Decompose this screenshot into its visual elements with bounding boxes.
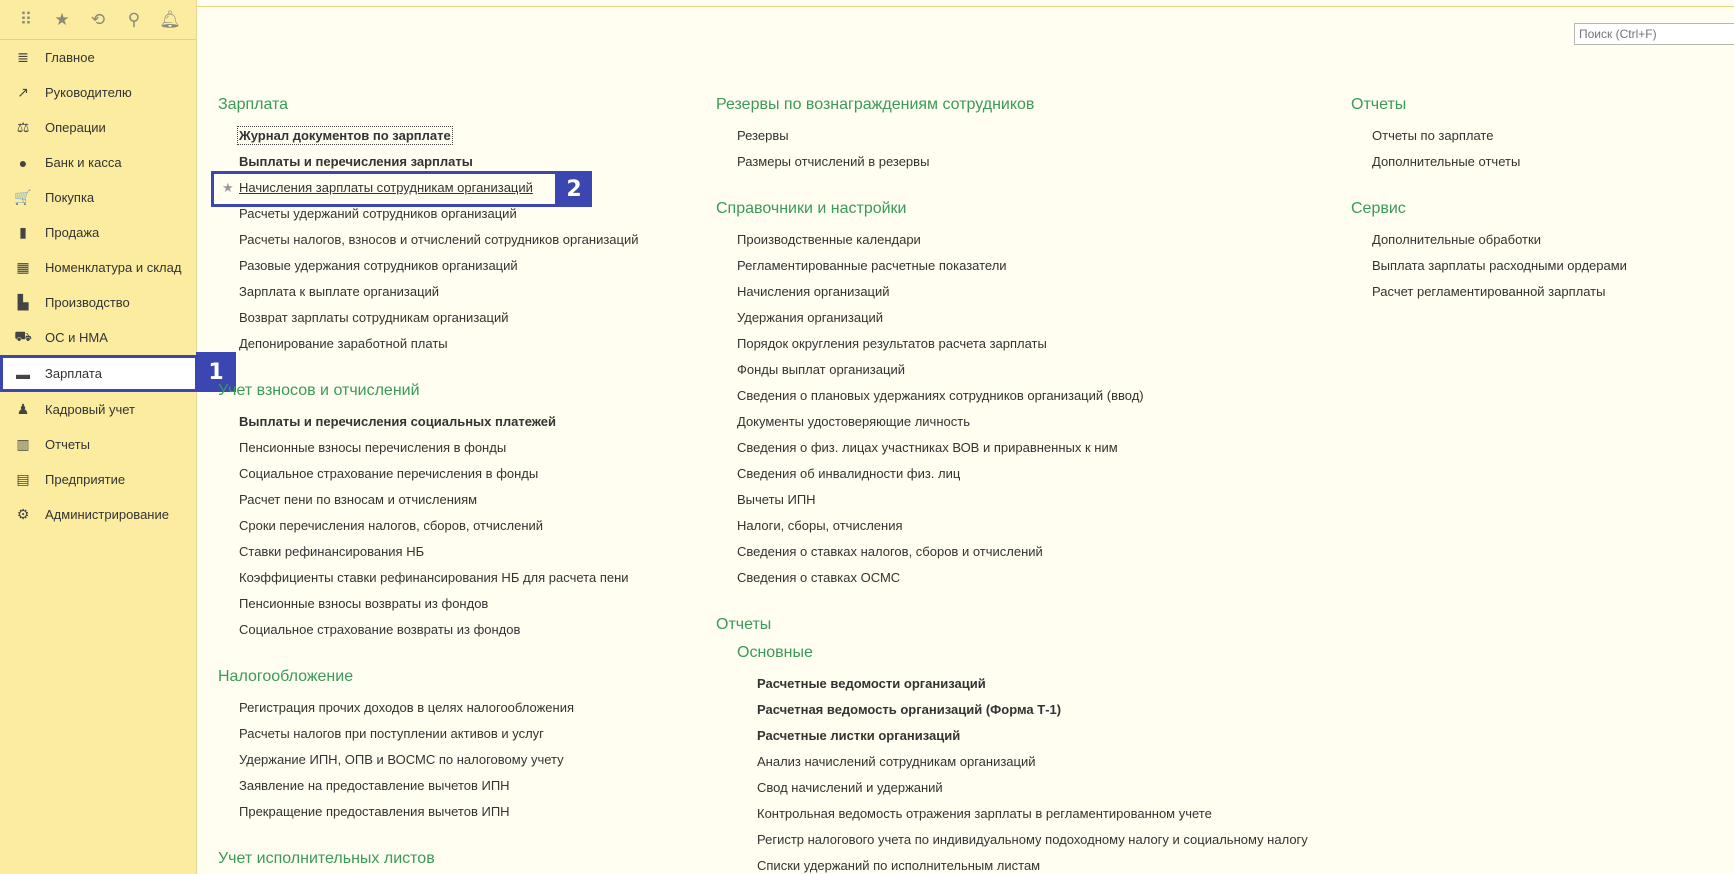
link-other-income[interactable]: Регистрация прочих доходов в целях налогообложения — [239, 700, 574, 715]
link-org-deductions[interactable]: Удержания организаций — [737, 310, 884, 325]
link-org-accruals[interactable]: Начисления организаций — [737, 284, 890, 299]
grid-icon: ▦ — [16, 259, 30, 275]
sidebar-item-label: Операции — [45, 120, 106, 135]
link-accruals-analysis[interactable]: Анализ начислений сотрудникам организаций — [757, 754, 1036, 769]
sidebar-toolbar — [0, 0, 196, 40]
link-additional-processing[interactable]: Дополнительные обработки — [1372, 232, 1541, 247]
link-taxes-calc[interactable]: Расчеты налогов, взносов и отчислений сотрудников организаций — [239, 232, 639, 247]
sidebar-item-label: Покупка — [45, 190, 95, 205]
sidebar-item-label: Производство — [45, 295, 130, 310]
link-pension-returns[interactable]: Пенсионные взносы возвраты из фондов — [239, 596, 489, 611]
link-refinancing-coefficients[interactable]: Коэффициенты ставки рефинансирования НБ для расчета пени — [239, 570, 629, 585]
coin-icon: ● — [18, 154, 28, 171]
link-social-transfers[interactable]: Социальное страхование перечисления в фонды — [239, 466, 539, 481]
sidebar-item-assets[interactable] — [0, 320, 196, 355]
sidebar-item-label: Администрирование — [45, 507, 169, 522]
link-accruals-summary[interactable]: Свод начислений и удержаний — [757, 780, 943, 795]
sidebar-item-salary[interactable] — [0, 355, 198, 392]
sidebar-item-label: Кадровый учет — [45, 402, 135, 417]
link-asset-taxes[interactable]: Расчеты налогов при поступлении активов и услуг — [239, 726, 544, 741]
sidebar-item-label: Главное — [45, 50, 95, 65]
link-ipn-withholding[interactable]: Удержание ИПН, ОПВ и ВОСМС по налоговому учету — [239, 752, 564, 767]
section-title-salary[interactable]: Зарплата — [218, 96, 289, 113]
link-regulated-indicators[interactable]: Регламентированные расчетные показатели — [737, 258, 1007, 273]
section-title-reports-col2[interactable]: Отчеты — [716, 616, 772, 633]
link-regulated-salary-calc[interactable]: Расчет регламентированной зарплаты — [1372, 284, 1606, 299]
header-divider — [196, 6, 1734, 7]
link-disability-info[interactable]: Сведения об инвалидности физ. лиц — [737, 466, 961, 481]
link-ipn-deduction-stop[interactable]: Прекращение предоставления вычетов ИПН — [239, 804, 510, 819]
sidebar-item-bank[interactable] — [0, 145, 196, 180]
sidebar-nav — [0, 40, 196, 532]
link-reserves[interactable]: Резервы — [737, 128, 789, 143]
wallet-icon: ▬ — [16, 365, 30, 382]
subsection-title-main[interactable]: Основные — [737, 644, 813, 661]
link-deposit-salary[interactable]: Депонирование заработной платы — [239, 336, 448, 351]
sidebar-item-label: Зарплата — [45, 366, 102, 381]
bell-icon[interactable]: 🔔︎ — [159, 9, 181, 29]
sidebar-item-purchase[interactable] — [0, 180, 196, 215]
link-reserve-rates[interactable]: Размеры отчислений в резервы — [737, 154, 930, 169]
sidebar-item-stock[interactable] — [0, 250, 196, 285]
sidebar-item-label: Предприятие — [45, 472, 126, 487]
link-rounding-order[interactable]: Порядок округления результатов расчета зарплаты — [737, 336, 1047, 351]
trend-icon: ↗ — [17, 84, 29, 100]
sidebar-item-label: ОС и НМА — [45, 330, 108, 345]
gear-icon: ⚙ — [16, 506, 30, 522]
link-salary-to-pay[interactable]: Зарплата к выплате организаций — [239, 284, 440, 299]
sidebar-item-production[interactable] — [0, 285, 196, 320]
history-icon[interactable]: ⟲ — [90, 9, 106, 29]
link-payslips[interactable]: Расчетные листки организаций — [757, 728, 961, 743]
building-icon: ▤ — [16, 471, 30, 487]
people-icon: ♟ — [16, 401, 30, 417]
sidebar-item-label: Банк и касса — [45, 155, 122, 170]
star-icon[interactable]: ★ — [54, 9, 70, 29]
bag-icon: ▮ — [19, 224, 27, 240]
sidebar-item-label: Номенклатура и склад — [45, 260, 182, 275]
link-transfer-terms[interactable]: Сроки перечисления налогов, сборов, отчислений — [239, 518, 544, 533]
link-tax-rates[interactable]: Сведения о ставках налогов, сборов и отчислений — [737, 544, 1043, 559]
sidebar — [0, 0, 197, 874]
sidebar-item-manager[interactable] — [0, 75, 196, 110]
link-penalty-calc[interactable]: Расчет пени по взносам и отчислениям — [239, 492, 478, 507]
link-refinancing-rates[interactable]: Ставки рефинансирования НБ — [239, 544, 425, 559]
link-control-sheet[interactable]: Контрольная ведомость отражения зарплаты в регламентированном учете — [757, 806, 1212, 821]
sidebar-item-sales[interactable] — [0, 215, 196, 250]
scales-icon: ⚖ — [16, 119, 30, 135]
sidebar-item-label: Отчеты — [45, 437, 90, 452]
apps-grid-icon[interactable]: ⠿ — [19, 9, 33, 29]
sidebar-item-admin[interactable] — [0, 497, 196, 532]
link-social-returns[interactable]: Социальное страхование возвраты из фондов — [239, 622, 521, 637]
link-salary-journal[interactable]: Журнал документов по зарплате — [239, 128, 451, 143]
link-additional-reports[interactable]: Дополнительные отчеты — [1372, 154, 1521, 169]
section-title-writs[interactable]: Учет исполнительных листов — [218, 850, 435, 867]
section-title-taxation[interactable]: Налогообложение — [218, 668, 354, 685]
link-taxes-fees[interactable]: Налоги, сборы, отчисления — [737, 518, 903, 533]
link-social-payments[interactable]: Выплаты и перечисления социальных платежей — [239, 414, 557, 429]
search-input[interactable] — [1574, 23, 1734, 45]
link-writ-deductions[interactable]: Списки удержаний по исполнительным листам — [757, 858, 1041, 873]
link-pension-transfers[interactable]: Пенсионные взносы перечисления в фонды — [239, 440, 507, 455]
link-planned-deductions[interactable]: Сведения о плановых удержаниях сотрудников организаций (ввод) — [737, 388, 1144, 403]
sidebar-item-operations[interactable] — [0, 110, 196, 145]
link-payroll-t1[interactable]: Расчетная ведомость организаций (Форма Т-1) — [757, 702, 1062, 717]
link-calendars[interactable]: Производственные календари — [737, 232, 921, 247]
sidebar-item-label: Продажа — [45, 225, 100, 240]
sidebar-item-hr[interactable] — [0, 392, 196, 427]
section-title-reserves[interactable]: Резервы по вознаграждениям сотрудников — [716, 96, 1035, 113]
list-icon: ≣ — [17, 49, 29, 65]
sidebar-item-label: Руководителю — [45, 85, 132, 100]
truck-icon: ⛟ — [14, 328, 32, 344]
sidebar-item-enterprise[interactable] — [0, 462, 196, 497]
sidebar-item-reports[interactable] — [0, 427, 196, 462]
sidebar-item-main[interactable] — [0, 40, 196, 75]
link-cash-orders-payment[interactable]: Выплата зарплаты расходными ордерами — [1372, 258, 1627, 273]
link-ipn-deduction-request[interactable]: Заявление на предоставление вычетов ИПН — [239, 778, 510, 793]
cart-icon: 🛒 — [14, 189, 32, 205]
section-title-settings[interactable]: Справочники и настройки — [716, 200, 907, 217]
link-salary-accruals[interactable]: Начисления зарплаты сотрудникам организаций — [239, 180, 533, 195]
link-ipn-deductions[interactable]: Вычеты ИПН — [737, 492, 816, 507]
bar-chart-icon: ▥ — [16, 436, 30, 452]
link-tax-register[interactable]: Регистр налогового учета по индивидуальному подоходному налогу и социальному налогу — [757, 832, 1308, 847]
link-payment-funds[interactable]: Фонды выплат организаций — [737, 362, 905, 377]
link-onetime-deductions[interactable]: Разовые удержания сотрудников организаций — [239, 258, 518, 273]
link-payroll-sheets[interactable]: Расчетные ведомости организаций — [757, 676, 986, 691]
link-osms-rates[interactable]: Сведения о ставках ОСМС — [737, 570, 901, 585]
marker-1: 1 — [196, 352, 236, 392]
link-salary-payments[interactable]: Выплаты и перечисления зарплаты — [239, 154, 473, 169]
section-title-contributions[interactable]: Учет взносов и отчислений — [218, 382, 420, 399]
favorite-star-icon[interactable]: ★ — [222, 180, 234, 195]
link-id-documents[interactable]: Документы удостоверяющие личность — [737, 414, 970, 429]
link-salary-return[interactable]: Возврат зарплаты сотрудникам организаций — [239, 310, 509, 325]
link-wwii-participants[interactable]: Сведения о физ. лицах участниках ВОВ и приравненных к ним — [737, 440, 1118, 455]
search-icon[interactable]: ⚲ — [127, 9, 141, 29]
factory-icon: ▙ — [17, 294, 29, 310]
marker-2: 2 — [556, 171, 592, 207]
section-title-service[interactable]: Сервис — [1351, 200, 1406, 217]
link-salary-reports[interactable]: Отчеты по зарплате — [1372, 128, 1494, 143]
link-deductions-calc[interactable]: Расчеты удержаний сотрудников организаций — [239, 206, 517, 221]
section-title-reports[interactable]: Отчеты — [1351, 96, 1407, 113]
